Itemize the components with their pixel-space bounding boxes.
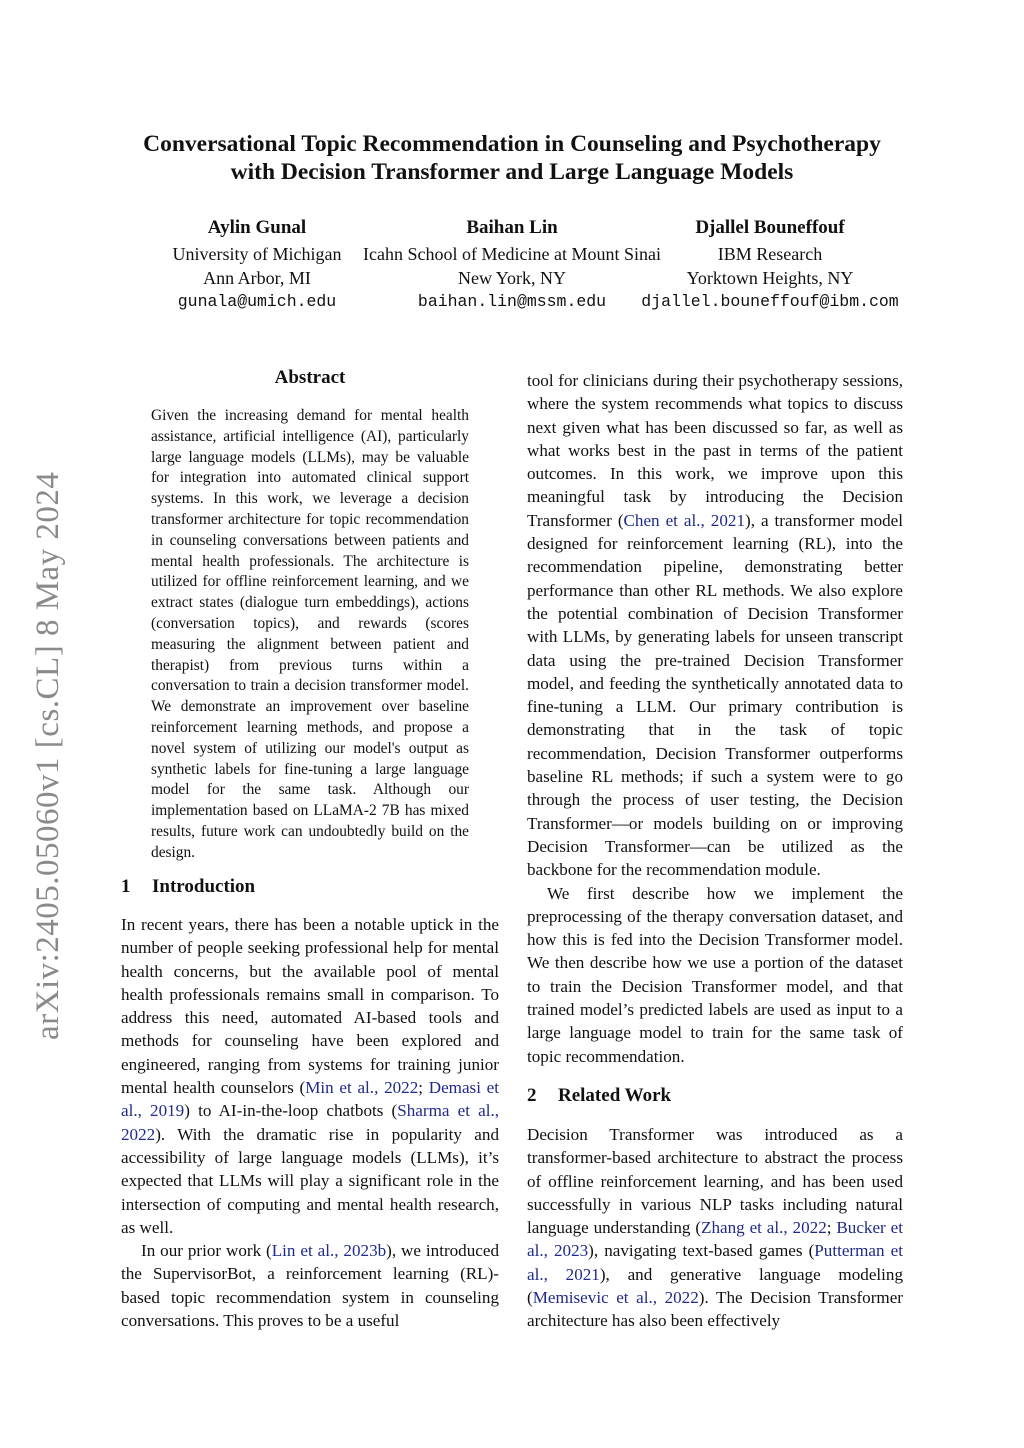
citation-link[interactable]: Memisevic et al., 2022 — [532, 1288, 699, 1308]
author-email[interactable]: gunala@umich.edu — [177, 292, 337, 311]
citation-link[interactable]: Demasi et al., 2019 — [121, 1078, 499, 1121]
citation-link[interactable]: Zhang et al., 2022 — [701, 1218, 827, 1238]
author-affiliation: IBM Research — [717, 244, 823, 264]
abstract-text: Given the increasing demand for mental health assistance, artificial intelligence (AI), particularly large language models (LLMs), may be valuable for integration into automated clinical support systems. In this work, we leverage a decision transformer architecture for topic recommendation in counseling conversations between patients and mental health professionals. The architecture is utilized for offline reinforcement learning, and we extract states (dialogue turn embeddings), actions (conversation topics), and rewards (scores measuring the alignment between patient and therapist) from previous turns within a conversation to train a decision transformer model. We demonstrate an improvement over baseline reinforcement learning methods, and propose a novel system of utilizing our model's output as synthetic labels for fine-tuning a large language model for the same task. Although our implementation based on LLaMA-2 7B has mixed results, future work can undoubtedly build on the design. — [151, 407, 469, 861]
author-location: New York, NY — [457, 268, 566, 288]
intro-paragraph-1: In recent years, there has been a notable uptick in the number of people seeking professional help for mental health concerns, but the available pool of mental health professionals remains small in comparison. To address this need, automated AI-based tools and methods for counseling have been explored and engineered, ranging from systems for training junior mental health counselors (Min et al., 2022; Demasi et al., 2019) to AI-in-the-loop chatbots (Sharma et al., 2022). With the dramatic rise in popularity and accessibility of large language models (LLMs), it’s expected that LLMs will play a significant role in the intersection of computing and mental health research, as well. — [121, 915, 499, 1237]
section-title: Introduction — [152, 876, 256, 897]
author-2 — [352, 216, 672, 314]
citation-link[interactable]: Min et al., 2022 — [305, 1078, 419, 1098]
author-1 — [157, 216, 357, 314]
right-column-body — [527, 369, 903, 1068]
intro-paragraph-4: We first describe how we implement the preprocessing of the therapy conversation dataset, and how this is fed into the Decision Transformer model. We then describe how we use a portion of the dataset to train the Decision Transformer model, and that trained model’s predicted labels are used as input to a large language model to train for the same task of topic recommendation. — [527, 883, 903, 1066]
author-email[interactable]: baihan.lin@mssm.edu — [417, 292, 607, 311]
section-number: 2 — [527, 1085, 537, 1106]
abstract-heading: Abstract — [274, 367, 346, 388]
title-line-1: Conversational Topic Recommendation in Counseling and Psychotherapy — [143, 131, 881, 157]
paper-title — [100, 130, 924, 186]
related-work-body — [527, 1123, 903, 1333]
citation-link[interactable]: Chen et al., 2021 — [623, 510, 745, 530]
author-affiliation: University of Michigan — [172, 244, 342, 264]
citation-link[interactable]: Putterman et al., 2021 — [527, 1241, 903, 1284]
section-heading-introduction — [121, 876, 255, 898]
section-heading-related-work — [527, 1085, 671, 1107]
intro-paragraph-2: In our prior work (Lin et al., 2023b), we introduced the SupervisorBot, a reinforcement learning (RL)-based topic recommendation system in counseling conversations. This proves to be a useful — [121, 1241, 499, 1331]
section-number: 1 — [121, 876, 131, 897]
author-name: Baihan Lin — [466, 217, 558, 238]
author-email[interactable]: djallel.bouneffouf@ibm.com — [641, 292, 899, 311]
citation-link[interactable]: Sharma et al., 2022 — [121, 1101, 499, 1144]
section-title: Related Work — [558, 1085, 672, 1106]
title-line-2: with Decision Transformer and Large Language Models — [230, 159, 794, 185]
intro-paragraph-3: tool for clinicians during their psychotherapy sessions, where the system recommends what topics to discuss next given what has been discussed so far, as well as what works best in the past in terms of the patient outcomes. In this work, we improve upon this meaningful task by introducing the Decision Transformer (Chen et al., 2021), a transformer model designed for reinforcement learning (RL), into the recommendation pipeline, demonstrating better performance than other RL methods. We also explore the potential combination of Decision Transformer with LLMs, by generating labels for unseen transcript data using the pre-trained Decision Transformer model, and feeding the synthetically annotated data to fine-tuning a LLM. Our primary contribution is demonstrating that in the task of topic recommendation, Decision Transformer outperforms baseline RL methods; if such a system were to go through the process of user testing, the Decision Transformer—or models building on or improving Decision Transformer—can be utilized as the backbone for the recommendation module. — [527, 371, 903, 880]
author-name: Aylin Gunal — [207, 217, 307, 238]
citation-link[interactable]: Lin et al., 2023b — [271, 1241, 387, 1261]
introduction-body — [121, 913, 499, 1332]
author-affiliation: Icahn School of Medicine at Mount Sinai — [363, 244, 661, 264]
arxiv-sidebar — [12, 471, 72, 1040]
author-name: Djallel Bouneffouf — [695, 217, 845, 238]
author-location: Ann Arbor, MI — [203, 268, 311, 288]
related-paragraph-1: Decision Transformer was introduced as a transformer-based architecture to abstract the process of offline reinforcement learning, and has been used successfully in various NLP tasks including natural language understanding (Zhang et al., 2022; Bucker et al., 2023), navigating text-based games (Putterman et al., 2021), and generative language modeling (Memisevic et al., 2022). The Decision Transformer architecture has also been effectively — [527, 1125, 903, 1331]
arxiv-identifier: arXiv:2405.05060v1 [cs.CL] 8 May 2024 — [30, 471, 66, 1040]
author-location: Yorktown Heights, NY — [686, 268, 854, 288]
citation-link[interactable]: Bucker et al., 2023 — [527, 1218, 903, 1261]
author-3 — [630, 216, 910, 314]
